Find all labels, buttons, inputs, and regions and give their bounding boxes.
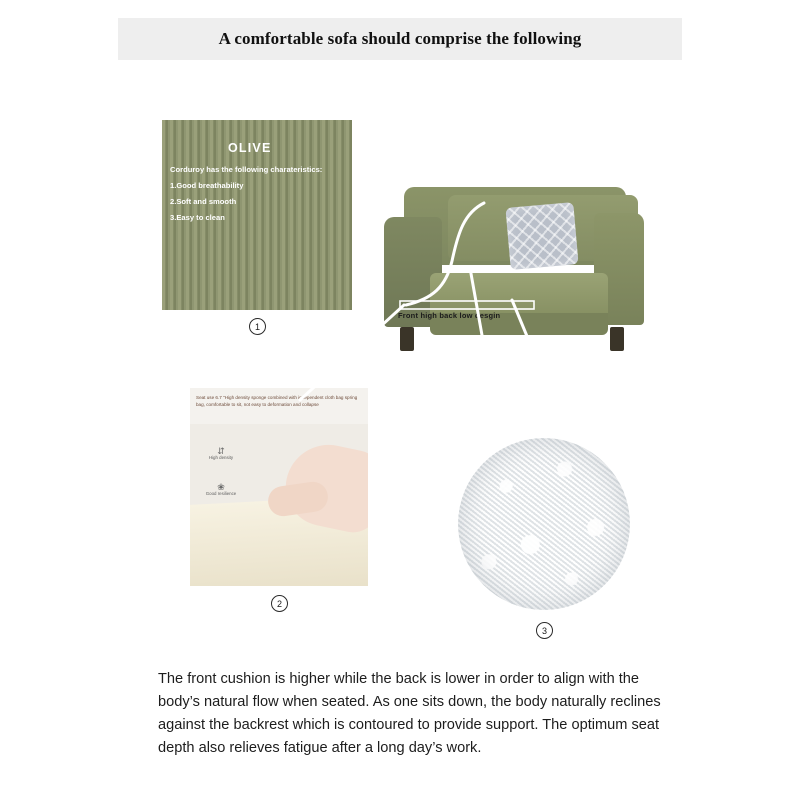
fabric-swatch-card xyxy=(162,120,352,310)
callout-badge-2: 2 xyxy=(271,595,288,612)
page-title: A comfortable sofa should comprise the following xyxy=(218,29,582,48)
header-banner xyxy=(118,18,682,60)
fiber-fill-closeup xyxy=(458,438,630,610)
description-paragraph: The front cushion is higher while the back is lower in order to align with the body’s natural flow when seated. As one sits down, the body naturally reclines against the backrest which is contoured to provide support. The optimum seat depth also relieves fatigue after a long day’s work. xyxy=(158,671,661,756)
pillow-pattern xyxy=(505,202,578,270)
density-icon xyxy=(204,448,238,461)
fabric-point: 3.Easy to clean xyxy=(170,213,225,222)
callout-badge-1: 1 xyxy=(249,318,266,335)
density-glyph: ⇵ xyxy=(217,446,225,456)
fabric-point: 2.Soft and smooth xyxy=(170,197,237,206)
sofa-photo xyxy=(372,175,672,390)
fabric-color-name: OLIVE xyxy=(228,141,272,155)
fabric-intro-line: Corduroy has the following charateristics: xyxy=(170,165,323,174)
throw-pillow xyxy=(505,202,578,270)
sofa-leg-right xyxy=(610,327,624,351)
resilience-icon-label: Good resilience xyxy=(205,491,237,496)
density-icon-label: High density xyxy=(208,455,234,460)
foam-caption-text: Seat use 6.7 "High density sponge combined with independent cloth bag spring bag, comfortable to sit, not easy to deformation and collapse xyxy=(196,395,358,407)
fabric-characteristics xyxy=(170,162,322,226)
sofa-illustration xyxy=(380,187,648,359)
foam-photo xyxy=(190,388,368,586)
sofa-design-label: Front high back low desgin xyxy=(398,311,501,320)
resilience-icon xyxy=(204,484,238,497)
resilience-glyph: ❀ xyxy=(217,482,225,492)
fabric-point: 1.Good breathability xyxy=(170,181,244,190)
sofa-leg-left xyxy=(400,327,414,351)
callout-badge-3: 3 xyxy=(536,622,553,639)
